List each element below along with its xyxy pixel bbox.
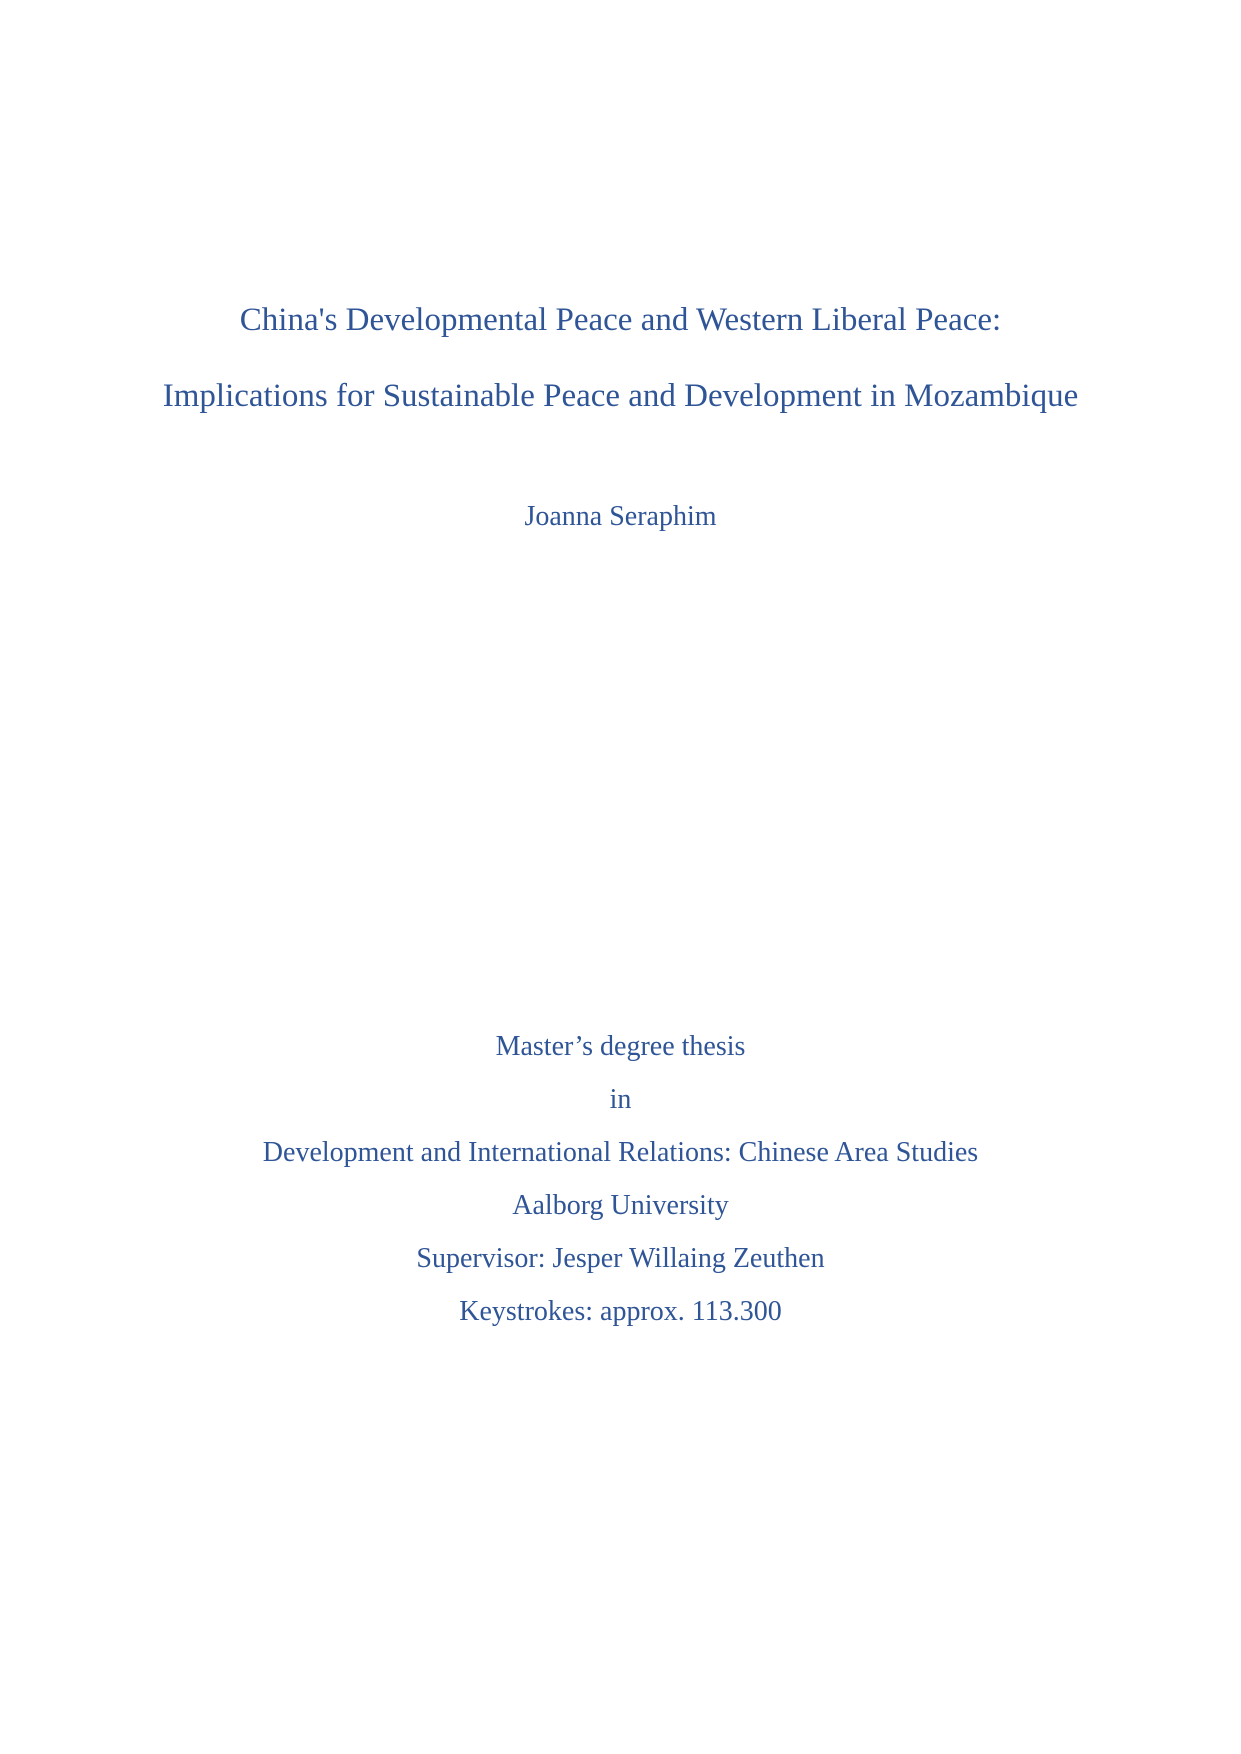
keystrokes-line: Keystrokes: approx. 113.300 bbox=[459, 1296, 782, 1327]
in-label: in bbox=[609, 1084, 632, 1115]
thesis-title-line-2: Implications for Sustainable Peace and Development in Mozambique bbox=[162, 378, 1079, 414]
program-name: Development and International Relations: Chinese Area Studies bbox=[262, 1137, 979, 1168]
thesis-title-line-1: China's Developmental Peace and Western Liberal Peace: bbox=[239, 302, 1002, 338]
university-name: Aalborg University bbox=[512, 1190, 729, 1221]
supervisor-line: Supervisor: Jesper Willaing Zeuthen bbox=[416, 1243, 825, 1274]
author-name: Joanna Seraphim bbox=[524, 501, 717, 532]
degree-label: Master’s degree thesis bbox=[495, 1031, 746, 1062]
